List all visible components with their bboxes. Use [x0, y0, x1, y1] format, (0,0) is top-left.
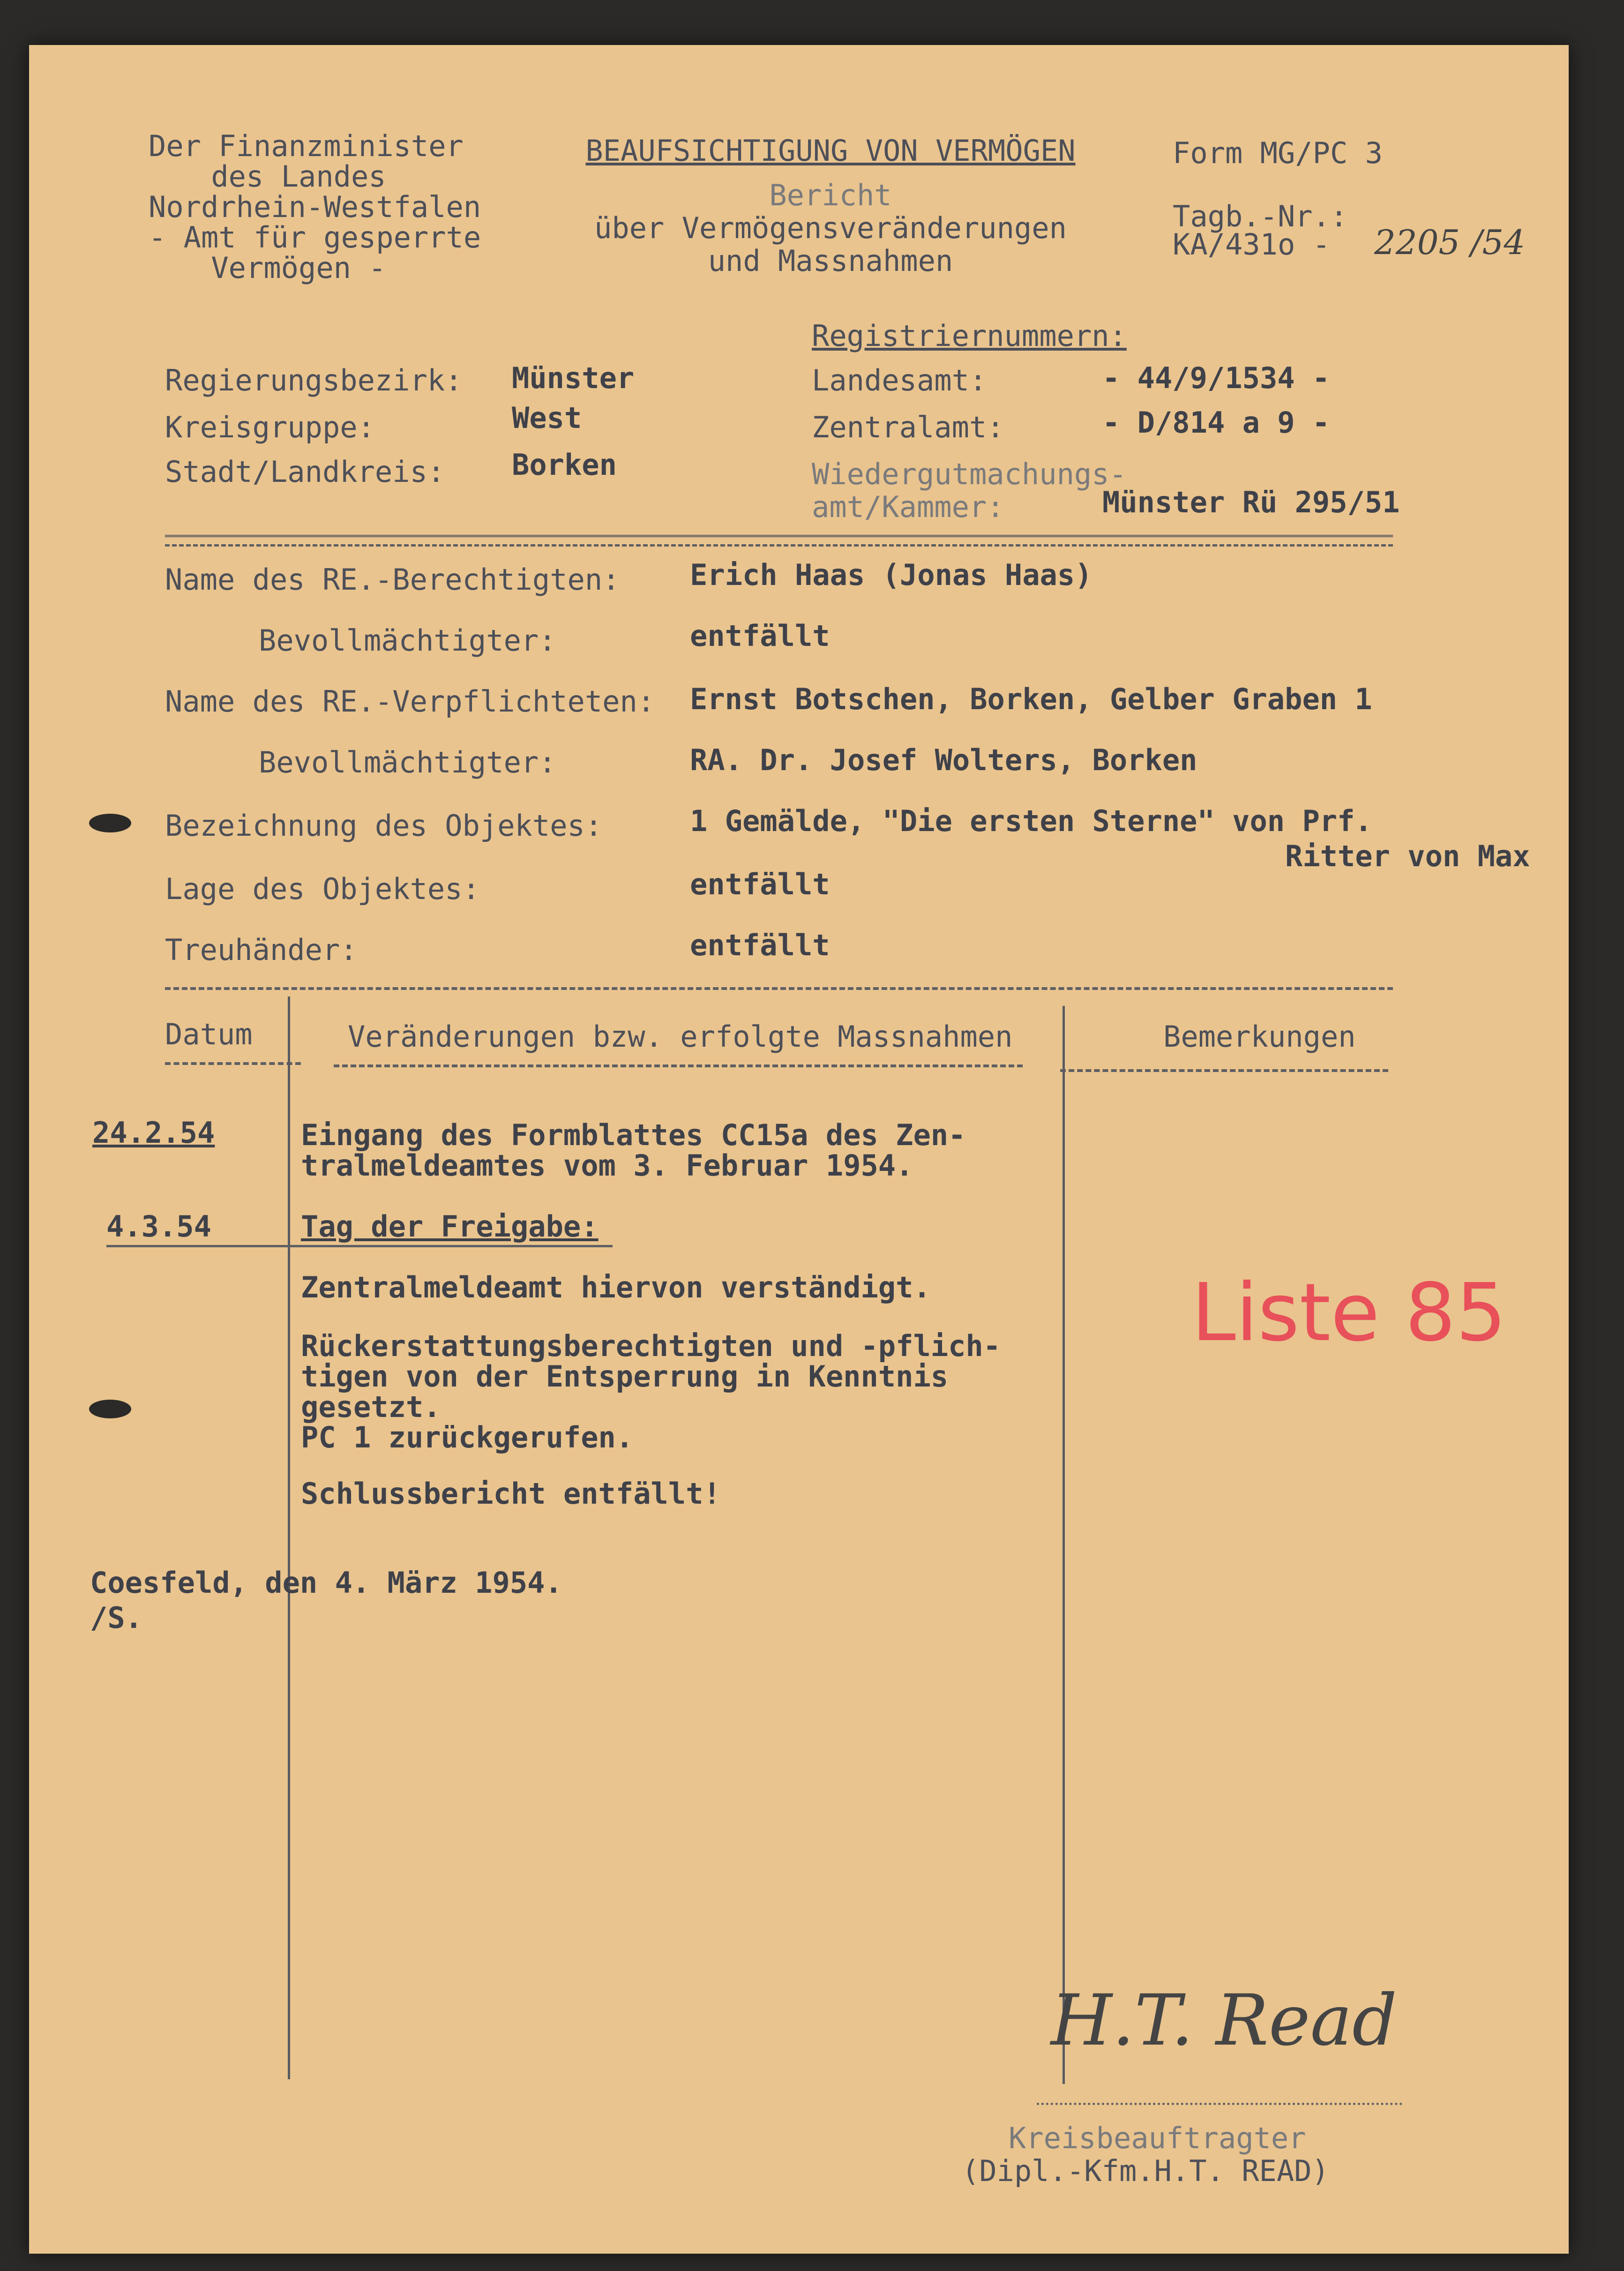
kreisgruppe-label: Kreisgruppe: [165, 410, 375, 444]
bevollmaechtigter-label: Bevollmächtigter: [259, 745, 556, 779]
note-line: Rückerstattungsberechtigten und -pflich- [301, 1329, 1001, 1363]
note-line: gesetzt. [301, 1390, 441, 1424]
treuhaender-value: entfällt [690, 928, 830, 962]
signature: H.T. Read [1051, 1980, 1398, 2061]
table-header-underline [334, 1064, 1023, 1067]
authority-line: des Landes [211, 159, 386, 194]
table-header-underline [165, 1062, 301, 1065]
wga-value: Münster Rü 295/51 [1102, 485, 1400, 519]
authority-line: Vermögen - [211, 251, 386, 285]
verpflichteter-value: Ernst Botschen, Borken, Gelber Graben 1 [690, 682, 1372, 716]
row-text: Tag der Freigabe: [301, 1209, 599, 1244]
zentralamt-label: Zentralamt: [812, 410, 1004, 444]
signature-line [1037, 2103, 1402, 2105]
objekt-value: 1 Gemälde, "Die ersten Sterne" von Prf. [690, 804, 1372, 838]
bevollmaechtigter-label: Bevollmächtigter: [259, 623, 556, 658]
signer-title: Kreisbeauftragter [1009, 2121, 1306, 2155]
row-text: Eingang des Formblattes CC15a des Zen- [301, 1118, 966, 1152]
landkreis-label: Stadt/Landkreis: [165, 455, 445, 489]
document-title: BEAUFSICHTIGUNG VON VERMÖGEN [585, 134, 1076, 168]
table-header-underline [1060, 1069, 1388, 1072]
lage-value: entfällt [690, 867, 830, 901]
tagb-handwritten: 2205 /54 [1374, 223, 1525, 262]
column-divider [1063, 1006, 1065, 2084]
treuhaender-label: Treuhänder: [165, 933, 358, 967]
subtitle-line: und Massnahmen [708, 244, 953, 278]
tagb-label: Tagb.-Nr.: [1173, 199, 1348, 233]
berechtigter-label: Name des RE.-Berechtigten: [165, 562, 620, 597]
typist-initials: /S. [90, 1601, 142, 1635]
tagb-value: KA/431o - [1173, 227, 1330, 262]
authority-line: Nordrhein-Westfalen [149, 190, 481, 224]
column-divider [288, 997, 290, 2079]
row-text: tralmeldeamtes vom 3. Februar 1954. [301, 1148, 913, 1183]
authority-line: Der Finanzminister [149, 129, 464, 163]
zentralamt-value: - D/814 a 9 - [1102, 405, 1330, 440]
objekt-value-continued: Ritter von Max [1285, 839, 1530, 873]
landesamt-label: Landesamt: [812, 363, 987, 397]
column-header-massnahmen: Veränderungen bzw. erfolgte Massnahmen [348, 1019, 1013, 1054]
column-header-bemerkungen: Bemerkungen [1163, 1019, 1356, 1054]
authority-line: - Amt für gesperrte [149, 220, 481, 255]
note-line: Schlussbericht entfällt! [301, 1477, 721, 1511]
regierungsbezirk-value: Münster [512, 361, 635, 395]
note-line: tigen von der Entsperrung in Kenntnis [301, 1359, 949, 1394]
lage-label: Lage des Objektes: [165, 872, 480, 906]
table-top-line [165, 987, 1393, 990]
row-date-underline [106, 1245, 613, 1247]
subtitle-line: über Vermögensveränderungen [594, 211, 1067, 245]
registry-heading: Registriernummern: [812, 319, 1127, 353]
wga-label: Wiedergutmachungs- [812, 457, 1127, 491]
regierungsbezirk-label: Regierungsbezirk: [165, 363, 463, 397]
wga-label: amt/Kammer: [812, 490, 1004, 524]
document-page [29, 45, 1569, 2254]
note-line: Zentralmeldeamt hiervon verständigt. [301, 1270, 931, 1304]
row-date: 4.3.54 [106, 1209, 211, 1244]
form-number: Form MG/PC 3 [1173, 136, 1383, 170]
berechtigter-value: Erich Haas (Jonas Haas) [690, 558, 1093, 592]
note-line: PC 1 zurückgerufen. [301, 1420, 634, 1454]
punch-hole [89, 1400, 131, 1418]
bevollmaechtigter-value: RA. Dr. Josef Wolters, Borken [690, 743, 1197, 777]
verpflichteter-label: Name des RE.-Verpflichteten: [165, 684, 655, 719]
separator-double-line [165, 544, 1393, 547]
punch-hole [89, 814, 131, 832]
handwritten-remark: Liste 85 [1191, 1267, 1507, 1359]
objekt-label: Bezeichnung des Objektes: [165, 809, 603, 843]
landkreis-value: Borken [512, 448, 617, 482]
bevollmaechtigter-value: entfällt [690, 619, 830, 653]
row-date: 24.2.54 [92, 1116, 215, 1150]
kreisgruppe-value: West [512, 401, 582, 435]
place-and-date: Coesfeld, den 4. März 1954. [90, 1566, 562, 1600]
signer-name: (Dipl.-Kfm.H.T. READ) [962, 2154, 1329, 2188]
column-header-datum: Datum [165, 1017, 253, 1051]
subtitle-line: Bericht [769, 178, 892, 212]
separator-double-line [165, 535, 1393, 537]
landesamt-value: - 44/9/1534 - [1102, 361, 1330, 395]
